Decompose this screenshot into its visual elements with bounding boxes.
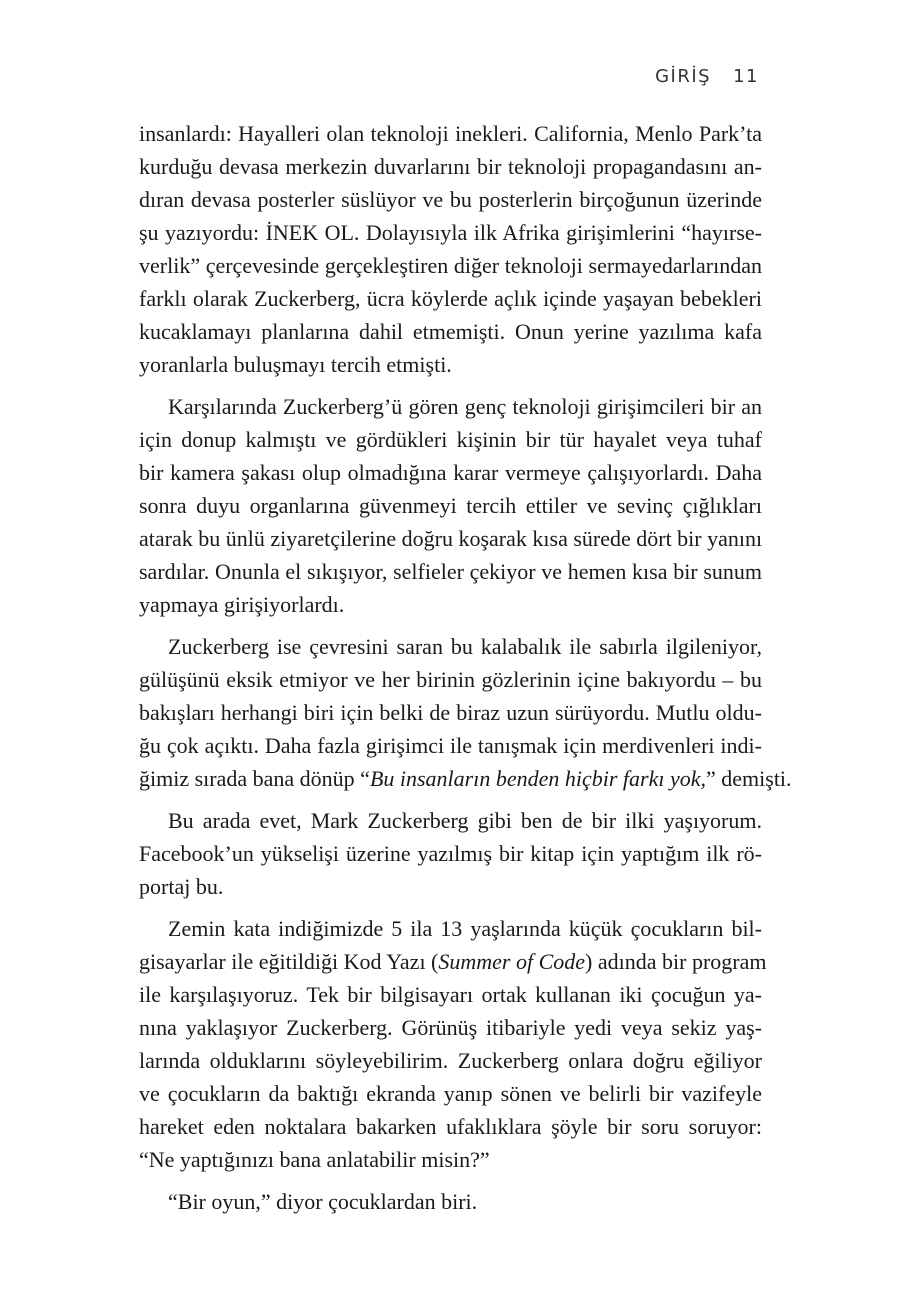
text-line: kucaklamayı planlarına dahil etmemişti. Onun yerine yazılıma kafa (139, 319, 762, 344)
text-line: farklı olarak Zuckerberg, ücra köylerde açlık içinde yaşayan bebekleri (139, 286, 762, 311)
text-line: “Bir oyun,” diyor çocuklardan biri. (168, 1189, 478, 1214)
text-line: portaj bu. (139, 874, 224, 899)
text-line: gülüşünü eksik etmiyor ve her birinin gözlerinin içine bakıyordu – bu (139, 667, 762, 692)
text-run: ” demişti. (706, 766, 792, 791)
text-line: kurduğu devasa merkezin duvarlarını bir teknoloji propagandasını an- (139, 154, 762, 179)
text-run: gisayarlar ile eğitildiği Kod Yazı ( (139, 949, 439, 974)
text-line: verlik” çerçevesinde gerçekleştiren diğer teknoloji sermayedarlarından (139, 253, 762, 278)
text-line: bakışları herhangi biri için belki de biraz uzun sürüyordu. Mutlu oldu- (139, 700, 762, 725)
paragraph-3 (139, 630, 792, 795)
text-line: atarak bu ünlü ziyaretçilerine doğru koşarak kısa sürede dört bir yanını (139, 526, 763, 551)
text-run: ) adında bir program (585, 949, 767, 974)
paragraph-4 (139, 804, 762, 903)
text-line: Zuckerberg ise çevresini saran bu kalabalık ile sabırla ilgileniyor, (168, 634, 762, 659)
program-name-italic: Summer of Code (438, 949, 586, 974)
text-line: “Ne yaptığınızı bana anlatabilir misin?” (139, 1147, 490, 1172)
text-line: sonra duyu organlarına güvenmeyi tercih ettiler ve sevinç çığlıkları (139, 493, 762, 518)
text-line: sardılar. Onunla el sıkışıyor, selfieler çekiyor ve hemen kısa bir sunum (139, 559, 762, 584)
text-line (139, 945, 767, 978)
paragraph-5 (139, 912, 767, 1176)
text-line: larında olduklarını söyleyebilirim. Zuckerberg onlara doğru eğiliyor (139, 1048, 762, 1073)
text-run: ğimiz sırada bana dönüp “ (139, 766, 370, 791)
running-header (655, 66, 759, 87)
text-line: için donup kalmıştı ve gördükleri kişinin bir tür hayalet veya tuhaf (139, 427, 762, 452)
paragraph-6 (139, 1185, 762, 1218)
text-line: yoranlarla buluşmayı tercih etmişti. (139, 352, 452, 377)
quote-italic: Bu insanların benden hiçbir farkı yok, (369, 766, 706, 791)
text-line: şu yazıyordu: İNEK OL. Dolayısıyla ilk Afrika girişimlerini “hayırse- (139, 220, 762, 245)
text-line: Bu arada evet, Mark Zuckerberg gibi ben de bir ilki yaşıyorum. (168, 808, 762, 833)
text-line: ve çocukların da baktığı ekranda yanıp sönen ve belirli bir vazifeyle (139, 1081, 762, 1106)
text-line: hareket eden noktalara bakarken ufaklıklara şöyle bir soru soruyor: (139, 1114, 762, 1139)
text-line: Facebook’un yükselişi üzerine yazılmış bir kitap için yaptığım ilk rö- (139, 841, 762, 866)
text-line: ile karşılaşıyoruz. Tek bir bilgisayarı ortak kullanan iki çocuğun ya- (139, 982, 762, 1007)
text-line: Karşılarında Zuckerberg’ü gören genç teknoloji girişimcileri bir an (168, 394, 762, 419)
text-line: nına yaklaşıyor Zuckerberg. Görünüş itibariyle yedi veya sekiz yaş- (139, 1015, 762, 1040)
text-line: Zemin kata indiğimizde 5 ila 13 yaşlarında küçük çocukların bil- (168, 916, 762, 941)
paragraph-1 (139, 117, 762, 381)
section-title: GİRİŞ (655, 66, 712, 87)
paragraph-2 (139, 390, 762, 621)
text-line: dıran devasa posterler süslüyor ve bu posterlerin birçoğunun üzerinde (139, 187, 762, 212)
text-line: yapmaya girişiyorlardı. (139, 592, 345, 617)
page-number: 11 (733, 66, 759, 87)
body-text (139, 117, 792, 1227)
text-line: insanlardı: Hayalleri olan teknoloji inekleri. California, Menlo Park’ta (139, 121, 762, 146)
text-line: ğu çok açıktı. Daha fazla girişimci ile tanışmak için merdivenleri indi- (139, 733, 762, 758)
text-line (139, 762, 792, 795)
text-line: bir kamera şakası olup olmadığına karar vermeye çalışıyorlardı. Daha (139, 460, 762, 485)
